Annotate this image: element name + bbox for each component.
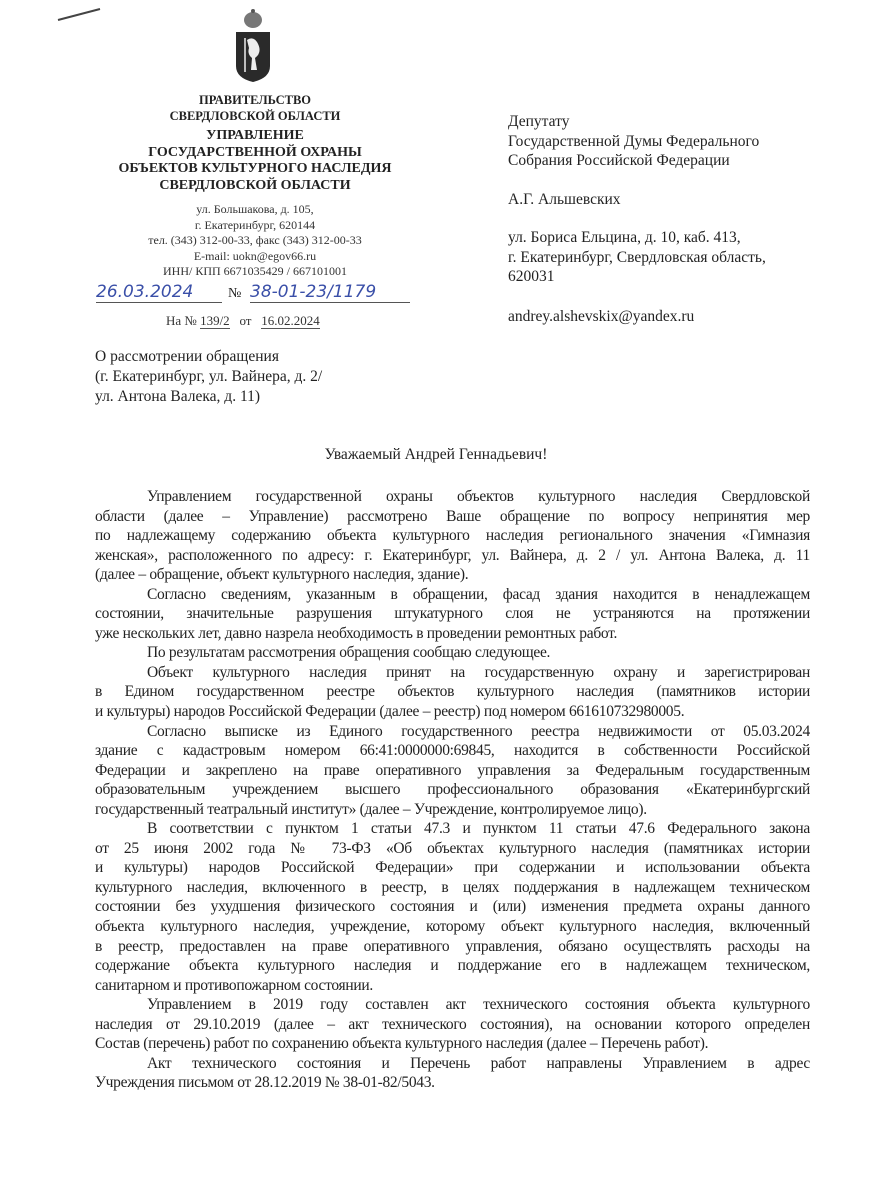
subject-line: ул. Антона Валека, д. 11) xyxy=(95,388,261,405)
text-line: образовательным учреждением высшего профессионального образования «Екатеринбургский xyxy=(95,781,810,799)
paragraph xyxy=(95,995,810,1054)
dept-line: ОБЪЕКТОВ КУЛЬТУРНОГО НАСЛЕДИЯ xyxy=(118,161,392,176)
greeting: Уважаемый Андрей Геннадьевич! xyxy=(324,446,548,463)
recipient-title xyxy=(508,112,858,171)
address-line: г. Екатеринбург, 620144 xyxy=(194,217,316,232)
ref-number: 139/2 xyxy=(200,313,230,328)
paragraph xyxy=(95,819,810,995)
dept-line: СВЕРДЛОВСКОЙ ОБЛАСТИ xyxy=(159,177,351,193)
address-line: тел. (343) 312-00-33, факс (343) 312-00-33 xyxy=(148,233,362,247)
paragraph xyxy=(95,663,810,722)
dept-line: ГОСУДАРСТВЕННОЙ ОХРАНЫ xyxy=(148,144,362,160)
subject-line: (г. Екатеринбург, ул. Вайнера, д. 2/ xyxy=(95,368,323,385)
sender-address xyxy=(85,202,425,280)
text-line: государственный театральный институт» (далее – Учреждение, контролируемое лицо). xyxy=(95,800,647,818)
address-line: г. Екатеринбург, Свердловская область, xyxy=(508,248,766,266)
government-name xyxy=(85,92,425,124)
paragraph xyxy=(95,722,810,820)
ref-prefix: На № xyxy=(166,313,197,328)
text-line: (далее – обращение, объект культурного наследия, здание). xyxy=(95,566,469,584)
text-line: состоянии, значительные разрушения штукатурного слоя не устраняются на протяжении xyxy=(95,605,810,623)
text-line: и культуры) народов Российской Федерации (далее – реестр) под номером 661610732980005. xyxy=(95,703,685,721)
address-line: E-mail: uokn@egov66.ru xyxy=(193,248,317,263)
text-line: по надлежащему содержанию объекта культурного наследия регионального значения «Гимназия xyxy=(95,527,810,545)
recipient-line: Депутату xyxy=(508,113,570,130)
paragraph xyxy=(95,585,810,644)
text-line: Управлением государственной охраны объектов культурного наследия Свердловской xyxy=(147,488,810,505)
address-line: 620031 xyxy=(508,268,555,285)
text-line: от 25 июня 2002 года № 73-ФЗ «Об объектах культурного наследия (памятниках истории xyxy=(95,839,810,857)
text-line: женская», расположенного по адресу: г. Екатеринбург, ул. Вайнера, д. 2 / ул. Антона Валека, д. 11 xyxy=(95,546,810,564)
text-line: санитарном и противопожарном состоянии. xyxy=(95,976,373,994)
ref-from: от xyxy=(239,313,252,328)
text-line: Состав (перечень) работ по сохранению объекта культурного наследия (далее – Перечень работ). xyxy=(95,1035,709,1053)
text-line: По результатам рассмотрения обращения сообщаю следующее. xyxy=(147,644,551,662)
recipient-name: А.Г. Альшевских xyxy=(508,191,621,208)
outgoing-date xyxy=(96,282,222,303)
reference-line xyxy=(166,313,320,329)
pen-mark xyxy=(55,5,105,25)
recipient-address xyxy=(508,228,858,287)
text-line: области (далее – Управление) рассмотрено Ваше обращение по вопросу непринятия мер xyxy=(95,507,810,525)
text-line: состоянии без ухудшения физического состояния и (или) изменения предмета охраны данного xyxy=(95,898,810,916)
number-sign: № xyxy=(228,286,242,301)
text-line: В соответствии с пунктом 1 статьи 47.3 и пунктом 11 статьи 47.6 Федерального закона xyxy=(147,820,810,838)
address-line: ул. Большакова, д. 105, xyxy=(196,202,314,216)
text-line: и культуры) народов Российской Федерации» при содержании и использовании объекта xyxy=(95,859,810,877)
text-line: Согласно сведениям, указанным в обращении, фасад здания находится в ненадлежащем xyxy=(147,585,810,603)
text-line: в Едином государственном реестре объектов культурного наследия (памятников истории xyxy=(95,683,810,701)
text-line: здание с кадастровым номером 66:41:0000000:69845, находится в собственности Российской xyxy=(95,742,810,760)
gov-line: ПРАВИТЕЛЬСТВО xyxy=(198,93,312,107)
text-line: Объект культурного наследия принят на государственную охрану и зарегистрирован xyxy=(147,663,810,681)
recipient-line: Собрания Российской Федерации xyxy=(508,152,730,169)
text-line: уже нескольких лет, давно назрела необходимость в проведении ремонтных работ. xyxy=(95,624,618,642)
address-line: ИНН/ КПП 6671035429 / 667101001 xyxy=(162,264,347,278)
text-line: в реестр, предоставлен на праве оперативного управления, обязано осуществлять расходы на xyxy=(95,937,810,955)
text-line: наследия от 29.10.2019 (далее – акт технического состояния), на основании которого определен xyxy=(95,1015,810,1033)
subject xyxy=(95,347,475,407)
paragraph xyxy=(95,1054,810,1093)
ref-date: 16.02.2024 xyxy=(261,313,320,328)
text-line: объекта культурного наследия, учреждение, которому объект культурного наследия, включенный xyxy=(95,918,810,936)
handwritten-number: 38-01-23/1179 xyxy=(250,282,410,303)
subject-line: О рассмотрении обращения xyxy=(95,348,279,365)
dept-line: УПРАВЛЕНИЕ xyxy=(206,128,304,143)
text-line: Согласно выписке из Единого государственного реестра недвижимости от 05.03.2024 xyxy=(147,722,810,740)
recipient-line: Государственной Думы Федерального xyxy=(508,132,760,150)
text-line: Управлением в 2019 году составлен акт технического состояния объекта культурного xyxy=(147,996,810,1014)
letter-body xyxy=(95,487,810,1093)
coat-of-arms-emblem xyxy=(233,8,273,84)
address-line: ул. Бориса Ельцина, д. 10, каб. 413, xyxy=(508,229,741,246)
department-name xyxy=(85,128,425,194)
gov-line: СВЕРДЛОВСКОЙ ОБЛАСТИ xyxy=(169,109,341,123)
text-line: содержание объекта культурного наследия и поддержание его в надлежащем техническом, xyxy=(95,957,810,975)
text-line: культурного наследия, включенного в реестр, в целях поддержания в надлежащем техническом xyxy=(95,878,810,896)
paragraph xyxy=(95,643,810,663)
handwritten-date: 26.03.2024 xyxy=(96,282,222,303)
recipient-email: andrey.alshevskix@yandex.ru xyxy=(508,308,695,325)
text-line: Федерации и закреплено на праве оперативного управления за Федеральным государственным xyxy=(95,761,810,779)
text-line: Учреждения письмом от 28.12.2019 № 38-01-82/5043. xyxy=(95,1074,435,1092)
paragraph xyxy=(95,487,810,585)
text-line: Акт технического состояния и Перечень работ направлены Управлением в адрес xyxy=(147,1054,810,1072)
outgoing-number xyxy=(250,282,410,303)
